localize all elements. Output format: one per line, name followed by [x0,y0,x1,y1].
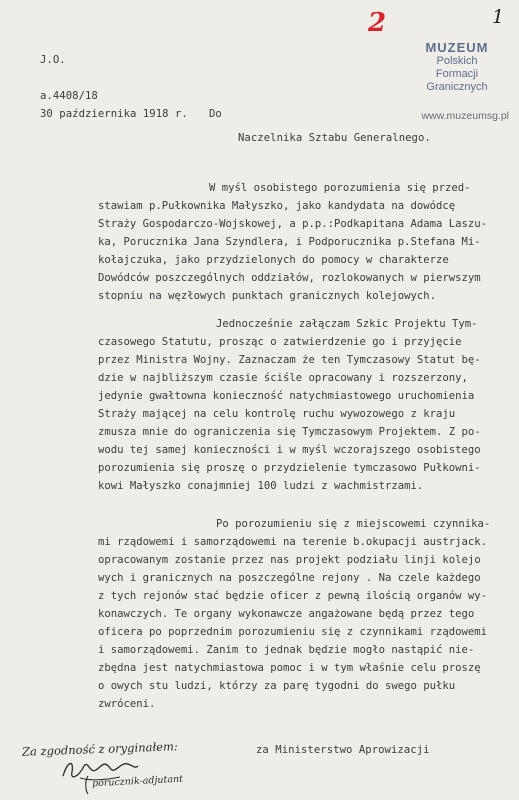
body-line: wodu tej samej konieczności i w myśl wczorajszego osobistego [98,444,481,456]
body-line: W myśl osobistego porozumienia się przed- [209,182,471,194]
body-line: Straży Gospodarczo-Wojskowej, a p.p.:Podkapitana Adama Laszu- [98,218,488,230]
body-line: Dowódców poszczególnych oddziałów, rozlokowanych w pierwszym [98,272,481,284]
body-line: zmusza mnie do ograniczenia się Tymczasowym Projektem. Z po- [98,426,481,438]
closing-line: za Ministerstwo Aprowizacji [256,744,430,756]
body-line: wych i granicznych na poszczególne rejony . Na czele każdego [98,572,481,584]
body-line: porozumienia się proszę o przydzielenie tymczasowo Pułkowni- [98,462,481,474]
museum-watermark [407,40,507,94]
body-line: mi rządowemi i samorządowemi na terenie b.okupacji austrjack. [98,536,488,548]
body-line: Straży mającej na celu kontrolę ruchu wywozowego z kraju [98,408,456,420]
body-line: zbędna jest natychmiastowa pomoc i w tym właśnie celu proszę [98,662,481,674]
page-number-red: 2 [368,8,387,38]
museum-line-3: Granicznych [426,81,488,93]
body-line: ka, Porucznika Jana Szyndlera, i Podporucznika p.Stefana Mi- [98,236,481,248]
addressee: Naczelnika Sztabu Generalnego. [238,132,431,144]
museum-url: www.muzeumsg.pl [421,110,509,122]
addressee-prefix: Do [209,108,222,120]
body-line: stopniu na węzłowych punktach granicznych kolejowych. [98,290,437,302]
body-line: z tych rejonów stać będzie oficer z pewną ilością organów wy- [98,590,488,602]
document-number: a.4408/18 [40,90,98,102]
body-line: jedynie gwałtowna konieczność natychmiastowego uruchomienia [98,390,475,402]
reference-code: J.O. [40,54,66,66]
body-line: opracowanym zostanie przez nas projekt podziału linji kolejo [98,554,481,566]
body-line: dzie w najbliższym czasie ściśle opracowany i rozszerzony, [98,372,468,384]
body-line: o owych stu ludzi, którzy za parę tygodni do swego pułku [98,680,456,692]
body-line: przez Ministra Wojny. Zaznaczam że ten Tymczasowy Statut bę- [98,354,481,366]
page-number-black: 1 [492,6,505,28]
body-line: oficera po poprzednim porozumieniu się z czynnikami rządowemi [98,626,488,638]
body-line: kowi Małyszko conajmniej 100 ludzi z wachmistrzami. [98,480,424,492]
body-line: kołajczuka, jako przydzielonych do pomocy w charakterze [98,254,449,266]
rank-handwriting: porucznik-adjutant [91,773,184,790]
body-line: konawczych. Te organy wykonawcze angażowane będą przez tego [98,608,475,620]
museum-line-2: Formacji [435,68,479,80]
document-date: 30 października 1918 r. [40,108,188,120]
body-line: zwróceni. [98,698,156,710]
body-line: czasowego Statutu, prosząc o zatwierdzenie go i przyjęcie [98,336,462,348]
body-line: stawiam p.Pułkownika Małyszko, jako kandydata na dowódcę [98,200,456,212]
body-line: Po porozumieniu się z miejscowemi czynnika- [216,518,491,530]
certification-handwriting: Za zgodność z oryginałem: [21,739,178,759]
museum-title: MUZEUM [425,40,489,55]
museum-line-1: Polskich [436,55,478,67]
body-line: i samorządowemi. Zanim to jednak będzie mogło nastąpić nie- [98,644,475,656]
body-line: Jednocześnie załączam Szkic Projektu Tym- [216,318,478,330]
